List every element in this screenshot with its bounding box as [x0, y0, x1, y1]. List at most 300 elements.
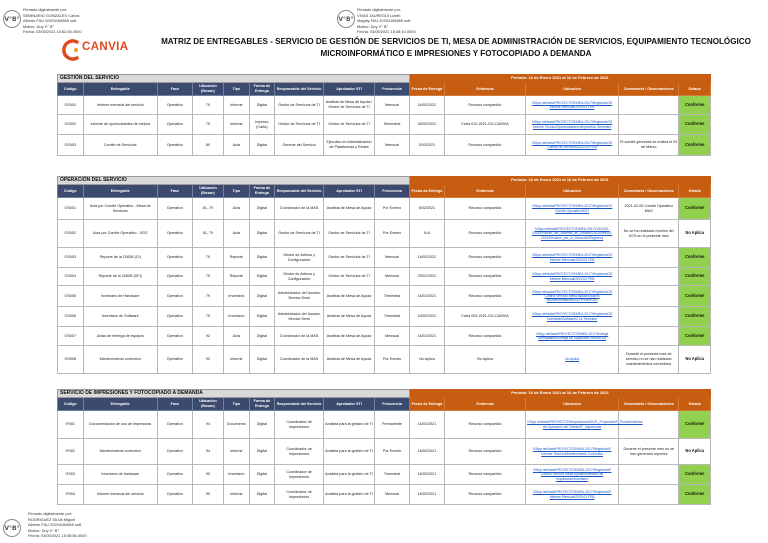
table-cell: GS002: [58, 115, 84, 135]
table-cell: 5/02/2021: [409, 198, 444, 220]
table-cell: Mensual: [375, 248, 410, 268]
table-cell: Trimestral: [375, 286, 410, 307]
table-cell: 16/02/2021: [410, 485, 445, 505]
table-cell: Permanente: [375, 411, 410, 439]
column-header: Fecha de Entrega: [409, 83, 444, 96]
table-row: [58, 411, 711, 439]
table-cell: Operativo: [157, 248, 192, 268]
table-cell: Mensual: [375, 327, 410, 346]
signature-line: Fecha: 03/05/2021 15:38:10-0500: [357, 29, 416, 35]
table-cell: Por Evento: [375, 346, 410, 374]
table-cell: Gestor de Servicios de TI: [275, 96, 324, 115]
table-row: [58, 198, 711, 220]
table-cell: 80: [192, 135, 223, 156]
signature-block-1: [23, 7, 82, 35]
section-table-gestion: [57, 74, 711, 156]
table-row: [58, 96, 711, 115]
table-cell: Gestor de Activos y Configuración: [275, 248, 324, 268]
table-cell: Analista de Mesa de Ayuda: [323, 198, 374, 220]
column-header: Estado: [679, 398, 711, 411]
period-label: Periodo: 16 de Enero 2021 al 16 de Febrero de 2021: [409, 177, 710, 185]
section-table-impresiones: [57, 389, 711, 505]
column-header: Evidencia: [444, 398, 525, 411]
table-cell: Analista para la gestión de TI: [323, 411, 374, 439]
column-header: Ubicación: [526, 398, 619, 411]
table-cell: Ejecutivo en Administración de Plataformas y Redes: [323, 135, 374, 156]
table-cell: Coordinador de la MAS: [275, 198, 324, 220]
table-cell: [619, 268, 679, 286]
table-row: [58, 307, 711, 327]
column-header: Responsable del Servicio: [275, 185, 324, 198]
column-header: Responsable del Servicio: [275, 398, 324, 411]
table-cell: Coordinador de Impresiones: [275, 439, 324, 465]
table-row: [58, 220, 711, 248]
table-cell: 94: [192, 439, 223, 465]
table-cell: Digital: [249, 198, 275, 220]
signature-line: VIVAS JAUREGUI Lizeth: [357, 12, 401, 18]
table-cell: No Aplica: [444, 346, 525, 374]
table-cell: Informe: [224, 115, 250, 135]
table-cell: Gerente del Servicio: [275, 135, 324, 156]
column-header: Tipo: [224, 185, 250, 198]
location-link[interactable]: \\Gtpp.net\data\PROYECTOS\MEA-2017\Registros\OS Informe Mensual\2021\02 FEB: [526, 248, 619, 268]
section-title-impresiones: SERVICIO DE IMPRESIONES Y FOTOCOPIADO A DEMANDA: [58, 390, 410, 398]
column-header: Ubicación: [526, 83, 619, 96]
column-header: Frecuencia: [375, 83, 410, 96]
table-cell: Operativo: [157, 465, 192, 485]
table-cell: Por Evento: [375, 198, 410, 220]
column-header: Tipo: [224, 83, 250, 96]
table-cell: Documento: [224, 411, 250, 439]
section-title-operacion: OPERACIÓN DEL SERVICIO: [58, 177, 410, 185]
column-header: Código: [58, 185, 84, 198]
table-cell: 26/02/2021: [409, 115, 444, 135]
company-logo: [62, 37, 142, 63]
table-cell: [619, 96, 679, 115]
table-cell: Analista de Mesa de Ayuda: [323, 307, 374, 327]
table-cell: Recurso compartido: [444, 198, 525, 220]
column-header: Estado: [679, 185, 711, 198]
document-title: MATRIZ DE ENTREGABLES - SERVICIO DE GESTIÓN DE SERVICIOS DE TI, MESA DE ADMINISTRACIÓN DE SERVICIOS, EQUIPAMIENTO TECNOLÓGICO MICROINFORMÁTICO E IMPRESIONES Y FOTOCOPIADO A DEMANDA: [161, 37, 751, 58]
table-row: [58, 248, 711, 268]
signature-line: Motivo: Doy V° B°: [357, 23, 389, 29]
table-row: [58, 465, 711, 485]
table-cell: Informe: [224, 96, 250, 115]
table-cell: Reporte: [224, 248, 250, 268]
signature-line: Firmado digitalmente por:: [28, 511, 73, 516]
table-cell: Operativo: [157, 115, 192, 135]
table-row: [58, 115, 711, 135]
signature-line: Firmado digitalmente por:: [357, 7, 402, 12]
table-cell: Inventario de hardware: [83, 465, 157, 485]
table-cell: [619, 485, 679, 505]
table-cell: No se ha realizado reunión del SGS en el presente mes: [619, 220, 679, 248]
table-cell: Gestor de Servicios de TI: [323, 115, 374, 135]
table-cell: Recurso compartido: [444, 135, 525, 156]
table-cell: Acta por Comité Operativo - SGS: [83, 220, 157, 248]
table-cell: OS006: [58, 307, 84, 327]
table-cell: Analista de Mesa de Ayuda / Gestor de Servicios de TI: [323, 96, 374, 115]
table-cell: Gestor de Servicios de TI: [323, 268, 374, 286]
location-link[interactable]: \\Gtpp.net\data\PROYECTOS\MEA-2017\Registros\IF Informe Tecnico\Mantenimiento Correctivo: [526, 439, 619, 465]
table-cell: Durante el presente mes no se han generado reportes: [619, 439, 679, 465]
table-cell: Operativo: [157, 96, 192, 115]
table-cell: 16/02/2021: [409, 327, 444, 346]
table-cell: Acta por Comité Operativo - Mesa de Servicios: [83, 198, 157, 220]
column-header: Fase: [157, 83, 192, 96]
location-link[interactable]: \\Gtpp.net\data\PROYECTOS\MEA-2017\Entrega Entregables\Entrega de Equipos\el Periodo 06: [526, 327, 619, 346]
table-cell: [619, 286, 679, 307]
table-cell: 92: [192, 327, 223, 346]
table-cell: 79: [192, 268, 223, 286]
column-header: Evidencia: [444, 83, 525, 96]
table-cell: [619, 248, 679, 268]
table-cell: [619, 115, 679, 135]
table-cell: 16/02/2021: [410, 465, 445, 485]
table-cell: Informe de oportunidades de mejora: [83, 115, 157, 135]
table-cell: Gestor de Servicios de TI: [275, 220, 324, 248]
column-header: Comentario / Observaciones: [619, 83, 679, 96]
column-header: Forma de Entrega: [249, 398, 275, 411]
table-cell: Mensual: [375, 485, 410, 505]
signature-line: Alberto FAU 20204165665 soft: [23, 18, 77, 24]
logo-text: CANVIA: [82, 41, 129, 53]
location-link[interactable]: \\Gtpp.net\data\PROYECTOS\MEA-2017\Registros\IF Informe Mensual\2021\02 FEB: [526, 485, 619, 505]
status-cell: Conforme: [679, 327, 711, 346]
table-cell: Operativo: [157, 346, 192, 374]
column-header: Estado: [679, 83, 711, 96]
location-link[interactable]: \\Gtpp.net\data\PROYECTOS\Impresiones\2021_Proyectos\IF_Procedimientos de Operación del Cliente\IF_Impresoras: [526, 411, 619, 439]
signature-line: Motivo: Doy V° B°: [28, 527, 60, 533]
table-cell: 16/02/2021: [409, 286, 444, 307]
table-cell: Recurso compartido: [444, 465, 525, 485]
table-cell: 3/03/2021: [409, 135, 444, 156]
table-cell: 79: [192, 115, 223, 135]
column-header: Entregable: [83, 398, 157, 411]
column-header: Forma de Entrega: [249, 185, 275, 198]
table-cell: GS001: [58, 96, 84, 115]
table-cell: 79: [192, 286, 223, 307]
table-cell: 79: [192, 96, 223, 115]
signature-line: Firmado digitalmente por:: [23, 7, 68, 12]
table-cell: Analista para la gestión de TI: [323, 439, 374, 465]
canvia-logo-icon: [62, 37, 82, 63]
table-cell: Operativo: [157, 220, 192, 248]
table-cell: Durante el presente mes de servicio no se han realizado mantenimientos correctivos: [619, 346, 679, 374]
table-cell: Documentación de uso de impresoras: [83, 411, 157, 439]
table-cell: Inventario: [224, 286, 250, 307]
table-cell: 81, 79: [192, 198, 223, 220]
table-cell: Informe: [224, 439, 250, 465]
table-cell: 92: [192, 346, 223, 374]
table-cell: 16/02/2021: [409, 248, 444, 268]
table-cell: Digital: [249, 465, 275, 485]
table-cell: No Aplica: [409, 346, 444, 374]
status-cell: Conforme: [679, 115, 711, 135]
table-cell: OS002: [58, 220, 84, 248]
table-cell: Gestor de Servicios de TI: [275, 115, 324, 135]
location-link[interactable]: \\Gtpp.net\data\PROYECTOS\MEA-2017\Registros\OS Comite Operativo\2021: [526, 198, 619, 220]
table-cell: OS001: [58, 198, 84, 220]
table-cell: Semestral: [375, 115, 410, 135]
status-cell: Conforme: [679, 268, 711, 286]
table-cell: Reporte de la CMDB (CI): [83, 248, 157, 268]
table-cell: Reporte de la CMDB (SFI): [83, 268, 157, 286]
section-title-gestion: GESTIÓN DEL SERVICIO: [58, 75, 410, 83]
status-cell: No Aplica: [679, 439, 711, 465]
location-link[interactable]: \\Gtpp.net\data\PROYECTOS\MEA-2017\Registros\OS Inventario\Software\2 Le Trimestre: [526, 307, 619, 327]
table-cell: OS004: [58, 268, 84, 286]
table-cell: Recurso compartido: [444, 220, 525, 248]
vb-stamp-top-center: V°B°: [337, 10, 355, 28]
status-cell: Conforme: [679, 286, 711, 307]
location-link[interactable]: \\Gtpp.net\data\PROYECTOS\MEA-2017\Registros\OS Control Servicio Mesa Ayuda\Equipos Microinformaticos\2021\FEBRERO: [526, 286, 619, 307]
table-cell: 16/02/2021: [410, 411, 445, 439]
signature-block-2: [357, 7, 416, 35]
table-cell: Analista de Mesa de Ayuda: [323, 346, 374, 374]
table-cell: Digital: [249, 135, 275, 156]
table-cell: Mantenimiento correctivo: [83, 439, 157, 465]
table-cell: 94: [192, 411, 223, 439]
table-cell: OS007: [58, 327, 84, 346]
table-cell: Gestor de Servicios de TI: [323, 220, 374, 248]
column-header: Fecha de Entrega: [409, 185, 444, 198]
table-cell: Gestor de Servicios de TI: [323, 248, 374, 268]
table-cell: Recurso compartido: [444, 327, 525, 346]
signature-line: SEMINARIO GONZALES Carlos: [23, 12, 80, 18]
status-cell: Conforme: [679, 465, 711, 485]
signature-line: Fecha: 03/05/2021 15:58:56-0500: [28, 533, 87, 539]
table-cell: [619, 465, 679, 485]
signature-line: Fecha: 03/05/2021 15:52:55-0500: [23, 29, 82, 35]
status-cell: Conforme: [679, 135, 711, 156]
status-cell: No Aplica: [679, 346, 711, 374]
table-cell: Digital: [249, 485, 275, 505]
table-cell: Analista para la gestión de TI: [323, 465, 374, 485]
table-cell: Inventario de Software: [83, 307, 157, 327]
column-header: Comentario / Observaciones: [619, 398, 679, 411]
table-cell: Digital: [249, 286, 275, 307]
location-link[interactable]: \\Gtpp.net\data\PROYECTOS\MEA-2017\Registros\IF Control Servicio Mesa Ayuda\Inventario de Impresoras\Inventario: [526, 465, 619, 485]
table-cell: Operativo: [157, 411, 192, 439]
column-header: Entregable: [83, 83, 157, 96]
column-header: Tipo: [224, 398, 250, 411]
column-header: Fase: [157, 185, 192, 198]
table-cell: Analista de Mesa de Ayuda: [323, 327, 374, 346]
table-row: [58, 286, 711, 307]
table-cell: Operativo: [157, 198, 192, 220]
table-cell: N.A: [409, 220, 444, 248]
table-cell: [619, 327, 679, 346]
table-cell: 81, 79: [192, 220, 223, 248]
period-label: Periodo: 16 de Enero 2021 al 16 de Febrero de 2021: [410, 390, 711, 398]
column-header: Ubicación (Busan): [192, 185, 223, 198]
table-cell: Informe mensual del servicio: [83, 485, 157, 505]
table-cell: Recurso compartido: [444, 248, 525, 268]
table-cell: Por Evento: [375, 439, 410, 465]
table-cell: Coordinador de la MAS: [275, 346, 324, 374]
table-cell: Informe: [224, 485, 250, 505]
table-cell: Comité de Servicios: [83, 135, 157, 156]
column-header: Código: [58, 83, 84, 96]
table-cell: Digital: [249, 346, 275, 374]
table-cell: Recurso compartido: [444, 485, 525, 505]
table-cell: IF001: [58, 411, 84, 439]
table-cell: Acta: [224, 135, 250, 156]
table-cell: Informe: [224, 346, 250, 374]
table-cell: IF002: [58, 439, 84, 465]
table-row: [58, 485, 711, 505]
table-cell: Coordinador de Impresiones: [275, 485, 324, 505]
status-cell: No Aplica: [679, 220, 711, 248]
vb-stamp-bottom-left: V°B°: [3, 519, 21, 537]
section-table-operacion: [57, 176, 711, 374]
status-cell: Conforme: [679, 248, 711, 268]
table-cell: 79: [192, 307, 223, 327]
table-cell: OS003: [58, 248, 84, 268]
column-header: Aprobador STI: [323, 185, 374, 198]
table-cell: No Aplica: [526, 346, 619, 374]
table-cell: 90: [192, 485, 223, 505]
column-header: Evidencia: [444, 185, 525, 198]
column-header: Entregable: [83, 185, 157, 198]
table-cell: 24/02/2021: [409, 307, 444, 327]
table-cell: Acta: [224, 220, 250, 248]
status-cell: Conforme: [679, 307, 711, 327]
column-header: Ubicación (Busan): [192, 83, 223, 96]
table-cell: OS005: [58, 286, 84, 307]
column-header: Responsable del Servicio: [275, 83, 324, 96]
table-cell: Digital: [249, 268, 275, 286]
table-cell: Impreso (Carta): [249, 115, 275, 135]
location-link[interactable]: \\Gtpp.net\data\PROYECTOS\MEA-2017\Registros\OS Informe Mensual\2021\02 FEB: [526, 268, 619, 286]
table-cell: Operativo: [157, 439, 192, 465]
table-cell: Recurso compartido: [444, 96, 525, 115]
table-cell: Mensual: [375, 96, 410, 115]
status-cell: Conforme: [679, 198, 711, 220]
table-row: [58, 439, 711, 465]
table-cell: Operativo: [157, 286, 192, 307]
table-cell: Informe mensual del servicio: [83, 96, 157, 115]
table-cell: Administrador del Usuario Service Desk: [275, 307, 324, 327]
table-cell: Analista para la gestión de TI: [323, 485, 374, 505]
status-cell: Conforme: [679, 485, 711, 505]
table-cell: GS003: [58, 135, 84, 156]
table-row: [58, 346, 711, 374]
column-header: Fase: [157, 398, 192, 411]
signature-line: RODRIGUEZ SILVA Miguel: [28, 516, 76, 522]
table-row: [58, 135, 711, 156]
table-cell: Trimestral: [375, 307, 410, 327]
column-header: Comentario / Observaciones: [619, 185, 679, 198]
table-cell: [619, 411, 679, 439]
table-row: [58, 268, 711, 286]
table-cell: IF003: [58, 465, 84, 485]
location-link[interactable]: \\Gtpp.net\data\PROYECTOS\MEA-2017\OS\2021-2021\Proceso_del_Sistema_de_Gestion\2021\Mes\09-2021\Revisión_por_la_Dirección\Registros: [526, 220, 619, 248]
table-cell: Inventario: [224, 465, 250, 485]
status-cell: Conforme: [679, 96, 711, 115]
table-cell: Recurso compartido: [444, 411, 525, 439]
table-cell: Digital: [249, 96, 275, 115]
table-cell: Analista de Mesa de Ayuda: [323, 286, 374, 307]
column-header: Frecuencia: [375, 398, 410, 411]
table-cell: Coordinador de Impresiones: [275, 411, 324, 439]
table-row: [58, 327, 711, 346]
location-link[interactable]: \\Gtpp.net\data\PROYECTOS\MEA-2017\Registros\GS Informe Tecnico\Oportunidades Mejora\Año Semestre: [526, 115, 619, 135]
table-cell: Operativo: [157, 327, 192, 346]
table-cell: Inventario de Hardware: [83, 286, 157, 307]
table-cell: 2021-02-05 Comite Operativo MAS: [619, 198, 679, 220]
table-cell: Carta 010-2021-GG-CANVIA: [444, 115, 525, 135]
table-cell: Carta 009-2021-GG-CANVIA: [444, 307, 525, 327]
table-cell: Acta: [224, 198, 250, 220]
period-label: Periodo: 16 de Enero 2021 al 16 de Febrero de 2021: [409, 75, 710, 83]
column-header: Ubicación: [526, 185, 619, 198]
column-header: Aprobador STI: [323, 83, 374, 96]
table-cell: 29/01/2021: [409, 268, 444, 286]
table-cell: Coordinador de Impresiones: [275, 465, 324, 485]
column-header: Código: [58, 398, 84, 411]
table-cell: El comité gerencial se realiza el 03 de Marzo: [619, 135, 679, 156]
table-cell: Administrador del Usuario Service Desk: [275, 286, 324, 307]
signature-block-3: [28, 511, 87, 539]
table-cell: Operativo: [157, 307, 192, 327]
table-cell: OS008: [58, 346, 84, 374]
table-cell: 16/02/2021: [410, 439, 445, 465]
column-header: Fecha de Entrega: [410, 398, 445, 411]
table-cell: Mantenimiento correctivo: [83, 346, 157, 374]
table-cell: Inventario: [224, 307, 250, 327]
table-cell: Digital: [249, 439, 275, 465]
signature-line: Motivo: Doy V° B°: [23, 23, 55, 29]
table-cell: Operativo: [157, 268, 192, 286]
table-cell: Gestor de Activos y Configuración: [275, 268, 324, 286]
table-cell: [619, 307, 679, 327]
table-cell: 79: [192, 248, 223, 268]
table-cell: Digital: [249, 220, 275, 248]
column-header: Forma de Entrega: [249, 83, 275, 96]
table-cell: Coordinador de la MAS: [275, 327, 324, 346]
table-cell: Por Evento: [375, 220, 410, 248]
table-cell: Recurso compartido: [444, 286, 525, 307]
signature-line: Alberto FAU 20204165665 soft: [28, 522, 82, 528]
signature-line: Magaly FAU 20204165665 soft: [357, 18, 411, 24]
table-cell: Actas de entrega de equipos: [83, 327, 157, 346]
table-cell: Acta: [224, 327, 250, 346]
vb-stamp-top-left: V°B°: [3, 10, 21, 28]
table-cell: Reporte: [224, 268, 250, 286]
table-cell: Operativo: [157, 485, 192, 505]
table-cell: Digital: [249, 327, 275, 346]
column-header: Ubicación (Busan): [192, 398, 223, 411]
table-cell: Operativo: [157, 135, 192, 156]
location-link[interactable]: \\Gtpp.net\data\PROYECTOS\MEA-2017\Registros\GS Informe Mensual\2021\02 FEB: [526, 96, 619, 115]
column-header: Frecuencia: [375, 185, 410, 198]
table-cell: Digital: [249, 248, 275, 268]
table-cell: Mensual: [375, 268, 410, 286]
column-header: Aprobador STI: [323, 398, 374, 411]
table-cell: 90: [192, 465, 223, 485]
table-cell: Digital: [249, 307, 275, 327]
table-cell: 16/02/2021: [409, 96, 444, 115]
table-cell: Recurso compartido: [444, 439, 525, 465]
table-cell: Trimestral: [375, 465, 410, 485]
table-cell: Digital: [249, 411, 275, 439]
table-cell: IF004: [58, 485, 84, 505]
location-link[interactable]: \\Gtpp.net\data\PROYECTOS\MEA-2017\Registros\GS Comité de Servicios\2021\02 FEB: [526, 135, 619, 156]
table-cell: Mensual: [375, 135, 410, 156]
table-cell: Recurso compartido: [444, 268, 525, 286]
